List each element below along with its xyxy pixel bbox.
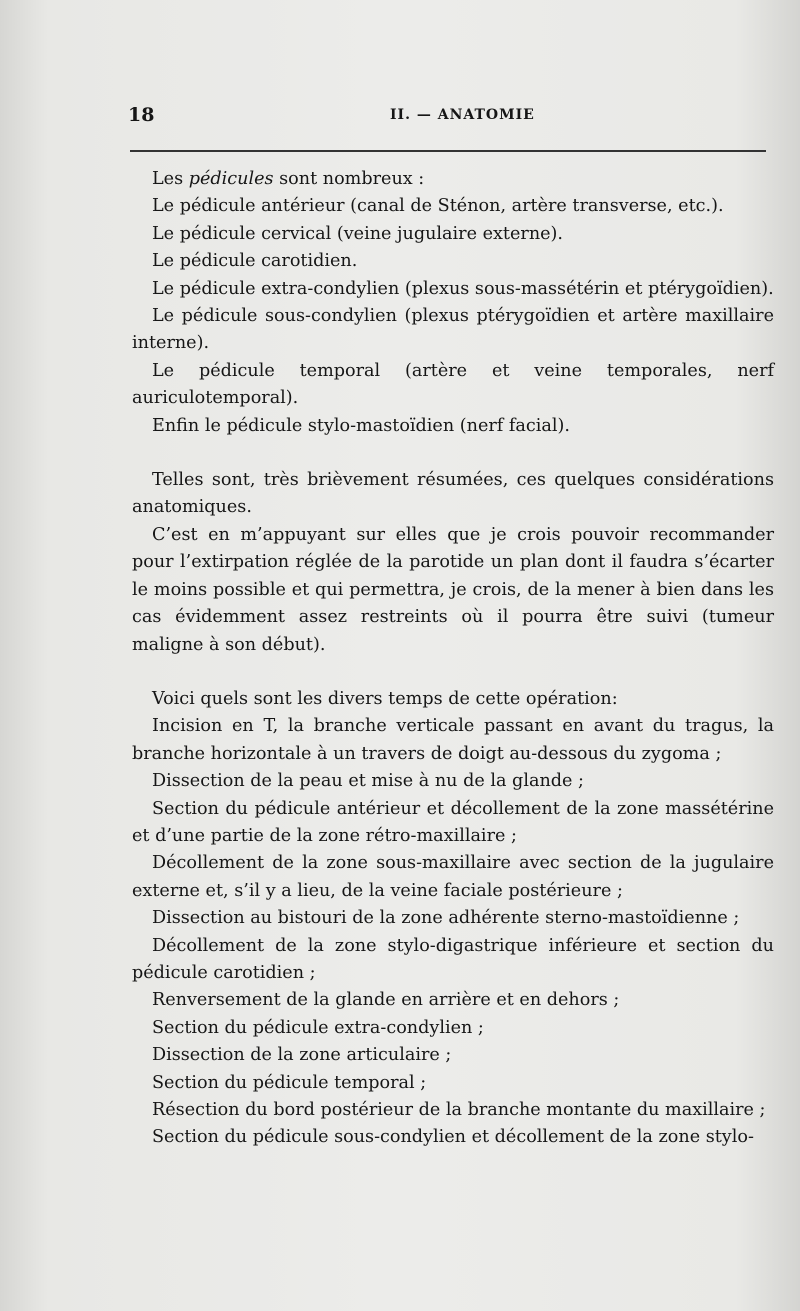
paragraph-section-sous-condylien: Section du pédicule sous-condylien et décollement de la zone stylo-	[152, 1127, 754, 1148]
page-number: 18	[128, 104, 155, 126]
paragraph-pedicules-intro: Les pédicules sont nombreux :	[152, 169, 425, 189]
paragraph-temps-operation: Voici quels sont les divers temps de cette opération:	[152, 688, 618, 709]
paragraph-section-temporal: Section du pédicule temporal ;	[152, 1072, 427, 1093]
body-text	[132, 166, 774, 1152]
paragraph-pedicule-temporal: Le pédicule temporal (artère et veine temporales, nerf auriculotemporal).	[132, 360, 774, 409]
paragraph-renversement: Renversement de la glande en arrière et en dehors ;	[152, 990, 620, 1011]
running-head	[128, 104, 768, 132]
paragraph-dissection-articulaire: Dissection de la zone articulaire ;	[152, 1045, 452, 1066]
paragraph-pedicule-extra-condylien: Le pédicule extra-condylien (plexus sous-massétérin et ptérygoïdien).	[152, 278, 774, 299]
paragraph-incision: Incision en T, la branche verticale passant en avant du tragus, la branche horizontale à un travers de doigt au-dessous du zygoma ;	[132, 716, 774, 764]
emphasis-pedicules: pédicules	[188, 169, 274, 189]
paragraph-plan: C’est en m’appuyant sur elles que je crois pouvoir recommander pour l’extirpation réglée de la parotide un plan dont il faudra s’écarter le moins possible et qui permettra, je crois, de la mener à bien dans les cas évidemment assez restreints où il pourra être suivi (tumeur maligne à son début).	[132, 524, 774, 655]
paragraph-pedicule-sous-condylien: Le pédicule sous-condylien (plexus ptérygoïdien et artère maxillaire interne).	[132, 306, 774, 354]
paragraph-decollement-sous-maxillaire: Décollement de la zone sous-maxillaire avec section de la jugulaire externe et, s’il y a lieu, de la veine faciale postérieure ;	[132, 853, 774, 901]
paragraph-considerations: Telles sont, très brièvement résumées, ces quelques considérations anatomiques.	[132, 470, 774, 518]
header-rule	[130, 150, 766, 152]
paragraph-dissection-peau: Dissection de la peau et mise à nu de la glande ;	[152, 771, 584, 792]
paragraph-pedicule-carotidien: Le pédicule carotidien.	[152, 251, 358, 272]
paragraph-resection-bord: Résection du bord postérieur de la branche montante du maxillaire ;	[152, 1100, 766, 1120]
paragraph-pedicule-stylo-mastoidien: Enfin le pédicule stylo-mastoïdien (nerf facial).	[152, 415, 570, 436]
paragraph-pedicule-anterieur: Le pédicule antérieur (canal de Sténon, artère transverse, etc.).	[152, 196, 724, 217]
paragraph-section-extra-condylien: Section du pédicule extra-condylien ;	[152, 1017, 484, 1038]
paragraph-dissection-sterno-mastoidienne: Dissection au bistouri de la zone adhérente sterno-mastoïdienne ;	[152, 908, 740, 929]
paragraph-section-anterieur: Section du pédicule antérieur et décollement de la zone massétérine et d’une partie de la zone rétro-maxillaire ;	[132, 798, 774, 846]
paragraph-pedicule-cervical: Le pédicule cervical (veine jugulaire externe).	[152, 223, 564, 244]
paragraph-decollement-stylo-digastrique: Décollement de la zone stylo-digastrique inférieure et section du pédicule carotidien ;	[132, 935, 774, 983]
running-title: II. — ANATOMIE	[390, 107, 535, 123]
